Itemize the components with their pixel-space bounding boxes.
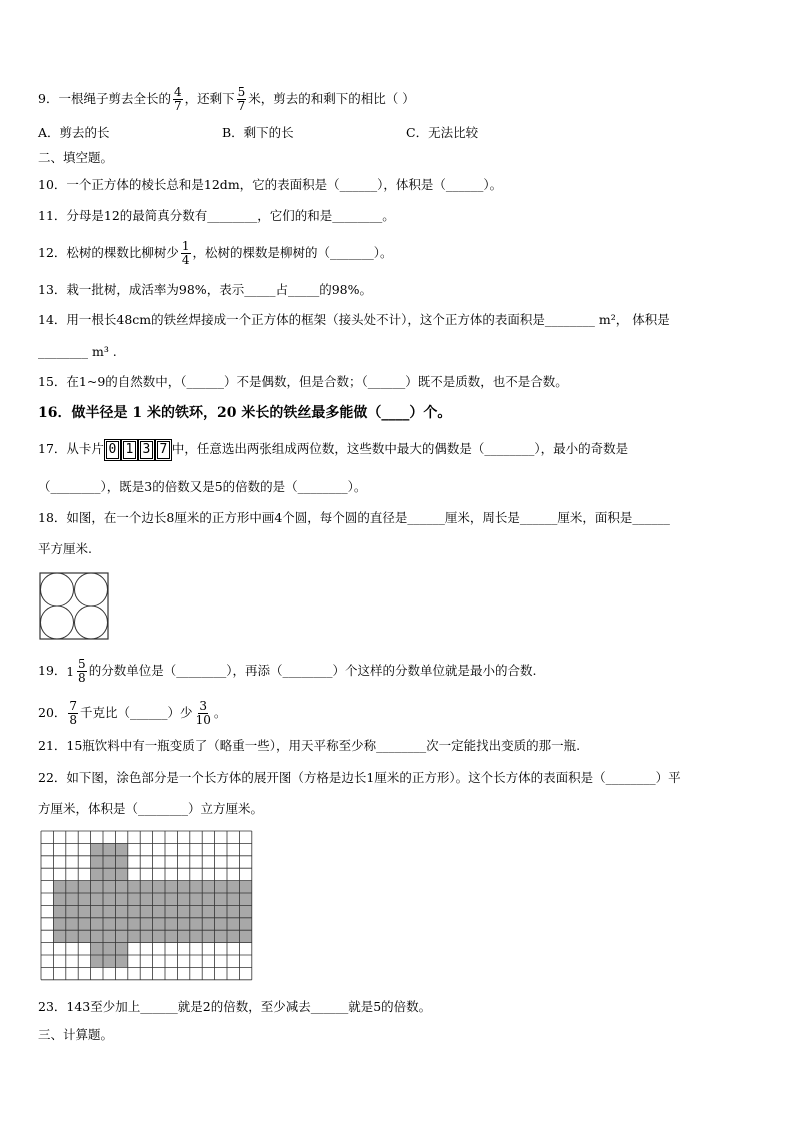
- option-c: C．无法比较: [406, 125, 479, 140]
- question-23: 23．143至少加上______就是2的倍数，至少减去______就是5的倍数。: [38, 999, 432, 1014]
- fraction: $\frac{1}{4}$: [181, 239, 190, 267]
- question-20: 20． $\frac{7}{8}$ 千克比（______）少 $\frac{3}{10}$ 。: [38, 699, 227, 727]
- question-11: 11．分母是12的最简真分数有________，它们的和是________。: [38, 208, 395, 223]
- question-12: 12．松树的棵数比柳树少 $\frac{1}{4}$ ，松树的棵数是柳树的（_______）。: [38, 239, 393, 267]
- question-19: 19． 1 $\frac{5}{8}$ 的分数单位是（________），再添（________）个这样的分数单位就是最小的合数.: [38, 657, 537, 685]
- question-14-line-2: ________ m³ .: [38, 344, 117, 359]
- question-18-line-1: 18．如图，在一个边长8厘米的正方形中画4个圆，每个圆的直径是______厘米，周长是______厘米，面积是______: [38, 510, 670, 525]
- question-9-options: [38, 124, 479, 142]
- card-3: 3: [140, 441, 153, 459]
- cuboid-net-grid-figure: [40, 830, 254, 984]
- question-22-line-1: 22．如下图，涂色部分是一个长方体的展开图（方格是边长1厘米的正方形）。这个长方体的表面积是（________）平: [38, 770, 681, 785]
- question-13: 13．栽一批树，成活率为98%，表示_____占_____的98%。: [38, 282, 372, 297]
- section-3-title: 三、计算题。: [38, 1027, 114, 1042]
- shaded-region: [91, 943, 128, 955]
- section-2-title: 二、填空题。: [38, 150, 114, 165]
- question-16: 16．做半径是 1 米的铁环，20 米长的铁丝最多能做（____）个。: [38, 405, 452, 421]
- question-9: 9．一根绳子剪去全长的 $\frac{4}{7}$ ，还剩下 $\frac{5}{7}$ 米，剪去的和剩下的相比（ ）: [38, 85, 415, 113]
- fraction: $\frac{4}{7}$: [173, 85, 182, 113]
- fraction: $\frac{3}{10}$: [195, 699, 211, 727]
- question-21: 21．15瓶饮料中有一瓶变质了（略重一些），用天平称至少称________次一定能找出变质的那一瓶.: [38, 738, 581, 753]
- option-b: B．剩下的长: [222, 125, 294, 140]
- shaded-region: [91, 868, 128, 880]
- option-a: A．剪去的长: [38, 125, 110, 140]
- mixed-number: 1 $\frac{5}{8}$: [66, 657, 86, 685]
- question-17-line-2: （________），既是3的倍数又是5的倍数的是（________）。: [38, 479, 367, 494]
- question-15: 15．在1~9的自然数中，（______）不是偶数，但是合数；（______）既不是质数，也不是合数。: [38, 374, 568, 389]
- square-four-circles-figure: [39, 572, 109, 640]
- question-17-line-1: 17．从卡片 0 1 3 7 中，任意选出两张组成两位数，这些数中最大的偶数是（________），最小的奇数是: [38, 441, 629, 457]
- card-0: 0: [106, 441, 119, 459]
- shaded-region: [91, 843, 128, 855]
- fraction: $\frac{7}{8}$: [69, 699, 78, 727]
- shaded-region: [91, 856, 128, 868]
- question-22-line-2: 方厘米，体积是（________）立方厘米。: [38, 801, 264, 816]
- shaded-region: [91, 955, 128, 967]
- card-1: 1: [123, 441, 136, 459]
- question-14-line-1: 14．用一根长48cm的铁丝焊接成一个正方体的框架（接头处不计），这个正方体的表面积是________ m²， 体积是: [38, 312, 670, 327]
- question-10: 10．一个正方体的棱长总和是12dm，它的表面积是（______），体积是（______）。: [38, 177, 503, 192]
- question-18-line-2: 平方厘米.: [38, 541, 92, 556]
- card-7: 7: [157, 441, 170, 459]
- fraction: $\frac{5}{7}$: [237, 85, 246, 113]
